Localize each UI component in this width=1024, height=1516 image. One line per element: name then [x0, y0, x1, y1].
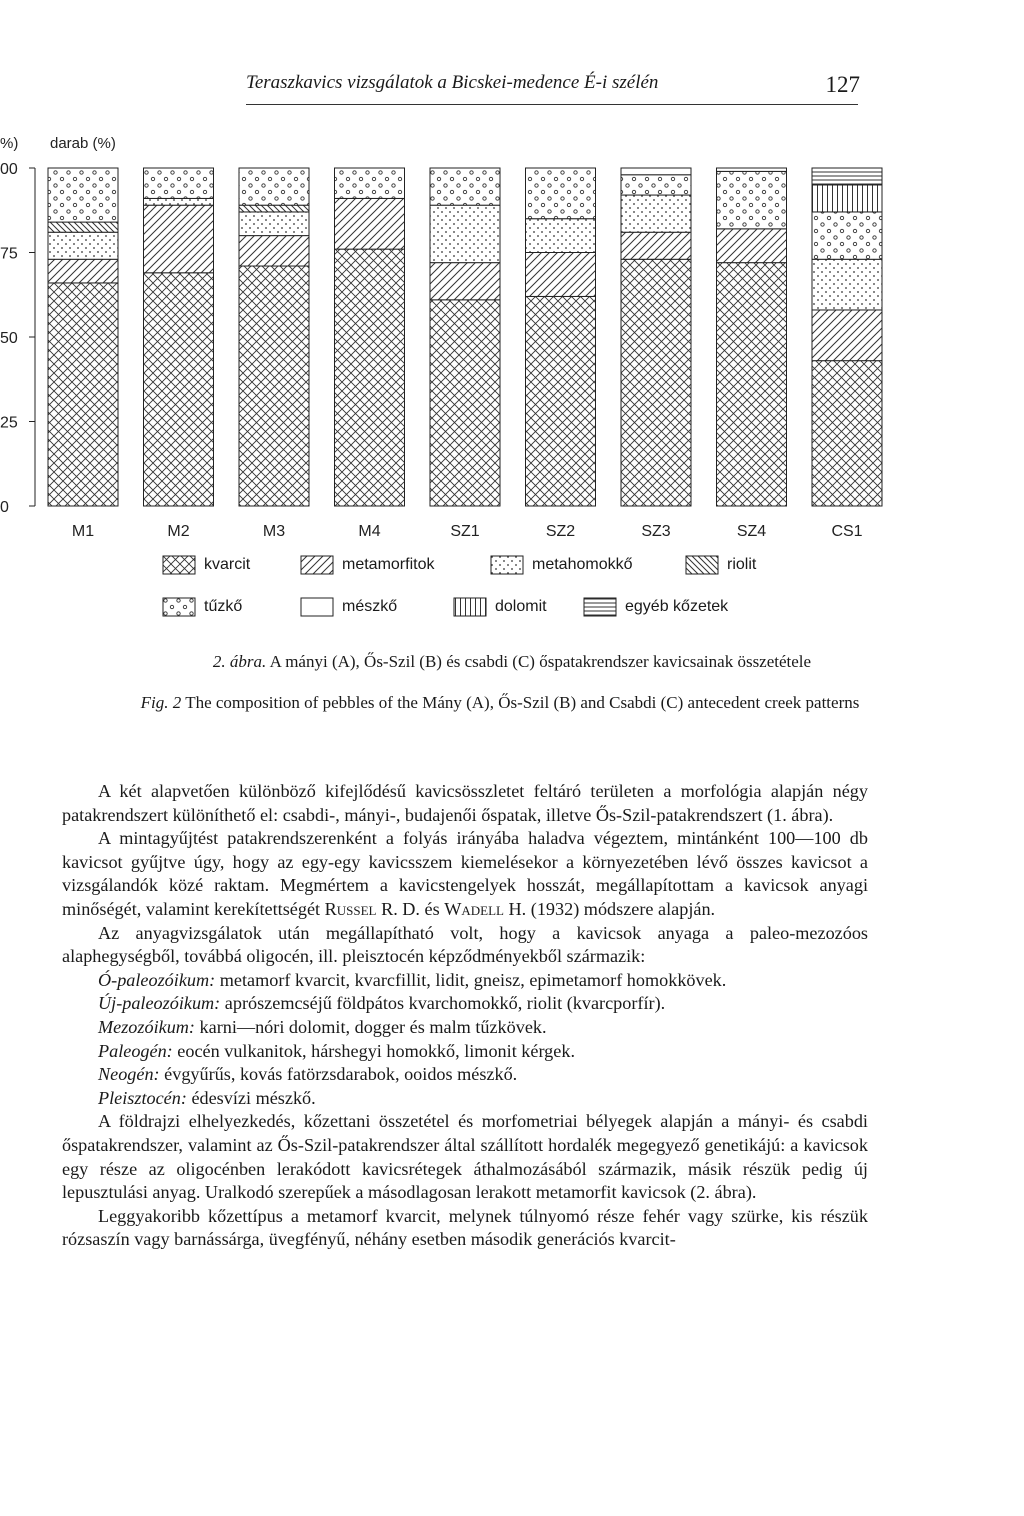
y-tick-label: 00 [0, 161, 18, 178]
y-tick-label: 50 [0, 330, 18, 347]
era-line [62, 1063, 868, 1087]
legend-label-meszko: mészkő [342, 598, 398, 615]
legend-swatch-metahom [490, 555, 524, 575]
figure-caption-en [120, 692, 880, 714]
page-header [246, 72, 886, 102]
paragraph-2-mid: R. D. és [381, 898, 440, 919]
running-title: Teraszkavics vizsgálatok a Bicskei-medence É-i szélén [246, 72, 659, 93]
bar-segment-metamorf-cs1 [812, 310, 882, 361]
legend-label-riolit: riolit [727, 556, 757, 573]
legend-label-dolomit: dolomit [495, 598, 547, 615]
bar-segment-tuzko-sz1 [430, 168, 500, 205]
legend-item-tuzko [162, 597, 242, 617]
paragraph-5: Leggyakoribb kőzettípus a metamorf kvarcit, melynek túlnyomó része fehér vagy szürke, kis részük rózsaszín vagy barnássárga, üvegfényű, néhány esetben második generációs kvarcit- [62, 1205, 868, 1250]
bar-segment-metahom-cs1 [812, 259, 882, 310]
era-description: metamorf kvarcit, kvarcfillit, lidit, gneisz, epimetamorf homokkövek. [215, 969, 727, 990]
bar-segment-metahom-m3 [239, 212, 309, 236]
bar-segment-meszko-sz4 [717, 168, 787, 171]
x-tick-label: M1 [71, 523, 95, 540]
caption-en-label: Fig. 2 [140, 693, 182, 712]
bar-segment-metamorf-m2 [144, 205, 214, 273]
bar-segment-metahom-m1 [48, 232, 118, 259]
bar-segment-metahom-sz2 [526, 219, 596, 253]
legend-swatch-riolit [685, 555, 719, 575]
bar-segment-kvarcit-m1 [48, 283, 118, 506]
legend-label-kvarcit: kvarcit [204, 556, 251, 573]
paragraph-2-end: H. (1932) módszere alapján. [508, 898, 716, 919]
bar-segment-metamorf-sz2 [526, 253, 596, 297]
bar-segment-metamorf-m3 [239, 236, 309, 266]
bar-segment-egyeb-cs1 [812, 168, 882, 185]
legend-swatch-meszko [300, 597, 334, 617]
legend-item-kvarcit [162, 555, 250, 575]
era-line [62, 1040, 868, 1064]
y-axis-title: darab (%) [50, 135, 116, 152]
y-tick-label: 25 [0, 414, 18, 432]
era-description: aprószemcséjű földpátos kvarchomokkő, riolit (kvarcporfír). [220, 993, 666, 1014]
legend-item-riolit [685, 555, 756, 575]
bar-segment-kvarcit-sz2 [526, 296, 596, 506]
caption-en-text: The composition of pebbles of the Mány (A), Ős-Szil (B) and Csabdi (C) antecedent creek patterns [185, 693, 860, 712]
era-name: Pleisztocén: [98, 1087, 187, 1108]
era-description: édesvízi mészkő. [186, 1087, 316, 1108]
x-tick-label: SZ2 [545, 523, 576, 540]
paragraph-4: A földrajzi elhelyezkedés, kőzettani összetétel és morfometriai bélyegek alapján a mányi- és csabdi őspatakrendszer, valamint az Ős-Szil-patakrendszer által szállított hordalék megegyező genetikájú: a kavicsok egy része az oligocénben lerakódott kavicsrétegek áthalmozásából származik, másik részük pedig új lepusztulási anyag. Uralkodó szerepűek a másodlagosan lerakott metamorfit kavicsok (2. ábra). [62, 1111, 868, 1203]
stacked-bar-chart [0, 130, 1024, 550]
bar-segment-kvarcit-m4 [335, 249, 405, 506]
chart-legend [0, 555, 1024, 635]
legend-swatch-kvarcit [162, 555, 196, 575]
legend-item-egyeb [583, 597, 728, 617]
bar-segment-metamorf-sz1 [430, 263, 500, 300]
body-text [62, 780, 868, 1252]
x-tick-label: M4 [358, 523, 381, 540]
era-name: Új-paleozóikum: [98, 993, 221, 1014]
bar-segment-metamorf-m1 [48, 259, 118, 283]
bar-segment-metamorf-sz4 [717, 229, 787, 263]
legend-swatch-dolomit [453, 597, 487, 617]
era-description: évgyűrűs, kovás fatörzsdarabok, ooidos mészkő. [159, 1064, 518, 1085]
era-name: Paleogén: [98, 1040, 173, 1061]
era-list [62, 969, 868, 1111]
legend-item-metahom [490, 555, 633, 575]
legend-swatch-tuzko [162, 597, 196, 617]
y-tick-label: 0 [0, 499, 9, 516]
bar-segment-tuzko-m2 [144, 168, 214, 198]
era-name: Neogén: [98, 1064, 160, 1085]
paragraph-2 [62, 827, 868, 921]
bar-segment-tuzko-m3 [239, 168, 309, 205]
bar-segment-kvarcit-sz3 [621, 259, 691, 506]
bar-segment-tuzko-m1 [48, 168, 118, 222]
caption-hu-text: A mányi (A), Ős-Szil (B) és csabdi (C) őspatakrendszer kavicsainak összetétele [269, 652, 812, 671]
bar-segment-tuzko-sz2 [526, 168, 596, 219]
bar-segment-tuzko-sz3 [621, 175, 691, 195]
legend-label-metamorf: metamorfitok [342, 556, 435, 573]
paragraph-2-main: A mintagyűjtést patakrendszerenként a folyás irányába haladva végeztem, mintánként 100—100 db kavicsot gyűjtve úgy, hogy az egy-egy kavicsszem kiemelésekor a környezetében lévő összes kavicsot a vizsgálandók közé raktam. Megmértem a kavicstengelyek hosszát, megállapítottam a kavicsok anyagi minőségét, valamint kerekítettségét [62, 828, 868, 919]
legend-label-tuzko: tűzkő [204, 598, 243, 615]
bar-segment-kvarcit-m3 [239, 266, 309, 506]
bar-segment-metahom-m2 [144, 198, 214, 205]
header-rule [246, 104, 858, 105]
bar-segment-tuzko-cs1 [812, 212, 882, 259]
x-tick-label: SZ4 [736, 523, 767, 540]
bar-segment-kvarcit-sz4 [717, 263, 787, 506]
bar-segment-kvarcit-m2 [144, 273, 214, 506]
author-russel: Russel [324, 898, 377, 919]
bar-segment-metahom-sz1 [430, 205, 500, 262]
bar-segment-kvarcit-sz1 [430, 300, 500, 506]
bar-segment-dolomit-cs1 [812, 185, 882, 212]
legend-label-metahom: metahomokkő [532, 556, 633, 573]
era-name: Ó-paleozóikum: [98, 969, 216, 990]
era-name: Mezozóikum: [98, 1016, 195, 1037]
x-tick-label: M3 [262, 523, 286, 540]
era-description: karni—nóri dolomit, dogger és malm tűzkövek. [194, 1016, 547, 1037]
era-line [62, 1016, 868, 1040]
paragraph-1: A két alapvetően különböző kifejlődésű kavicsösszletet feltáró területen a morfológia alapján négy patakrendszert különíthető el: csabdi-, mányi-, budajenői őspatak, illetve Ős-Szil-patakrendszert (1. ábra). [62, 781, 868, 825]
x-tick-label: SZ1 [450, 523, 480, 540]
bar-segment-metahom-sz3 [621, 195, 691, 232]
y-axis-partial-label: %) [0, 135, 19, 152]
legend-item-dolomit [453, 597, 547, 617]
legend-swatch-egyeb [583, 597, 617, 617]
y-tick-label: 75 [0, 245, 18, 263]
legend-item-meszko [300, 597, 397, 617]
bar-segment-metamorf-m4 [335, 198, 405, 249]
bar-segment-riolit-m1 [48, 222, 118, 232]
era-description: eocén vulkanitok, hárshegyi homokkő, limonit kérgek. [172, 1040, 575, 1061]
bar-segment-meszko-sz3 [621, 168, 691, 175]
era-line [62, 1087, 868, 1111]
x-tick-label: CS1 [831, 523, 863, 540]
bar-segment-riolit-m3 [239, 205, 309, 212]
legend-item-metamorf [300, 555, 434, 575]
bar-segment-tuzko-m4 [335, 168, 405, 198]
legend-label-egyeb: egyéb kőzetek [625, 598, 729, 615]
legend-swatch-metamorf [300, 555, 334, 575]
paragraph-3: Az anyagvizsgálatok után megállapítható volt, hogy a kavicsok anyaga a paleo-mezozóos alaphegységből, továbbá oligocén, ill. pleisztocén képződményekből származik: [62, 922, 868, 967]
bar-segment-kvarcit-cs1 [812, 361, 882, 506]
author-wadell: Wadell [444, 898, 504, 919]
bar-segment-metamorf-sz3 [621, 232, 691, 259]
caption-hu-label: 2. ábra. [212, 652, 267, 671]
x-tick-label: M2 [167, 523, 190, 540]
era-line [62, 969, 868, 993]
bar-segment-tuzko-sz4 [717, 171, 787, 228]
era-line [62, 992, 868, 1016]
page-number: 127 [825, 72, 860, 97]
x-tick-label: SZ3 [641, 523, 671, 540]
figure-caption-hu [0, 652, 1024, 672]
